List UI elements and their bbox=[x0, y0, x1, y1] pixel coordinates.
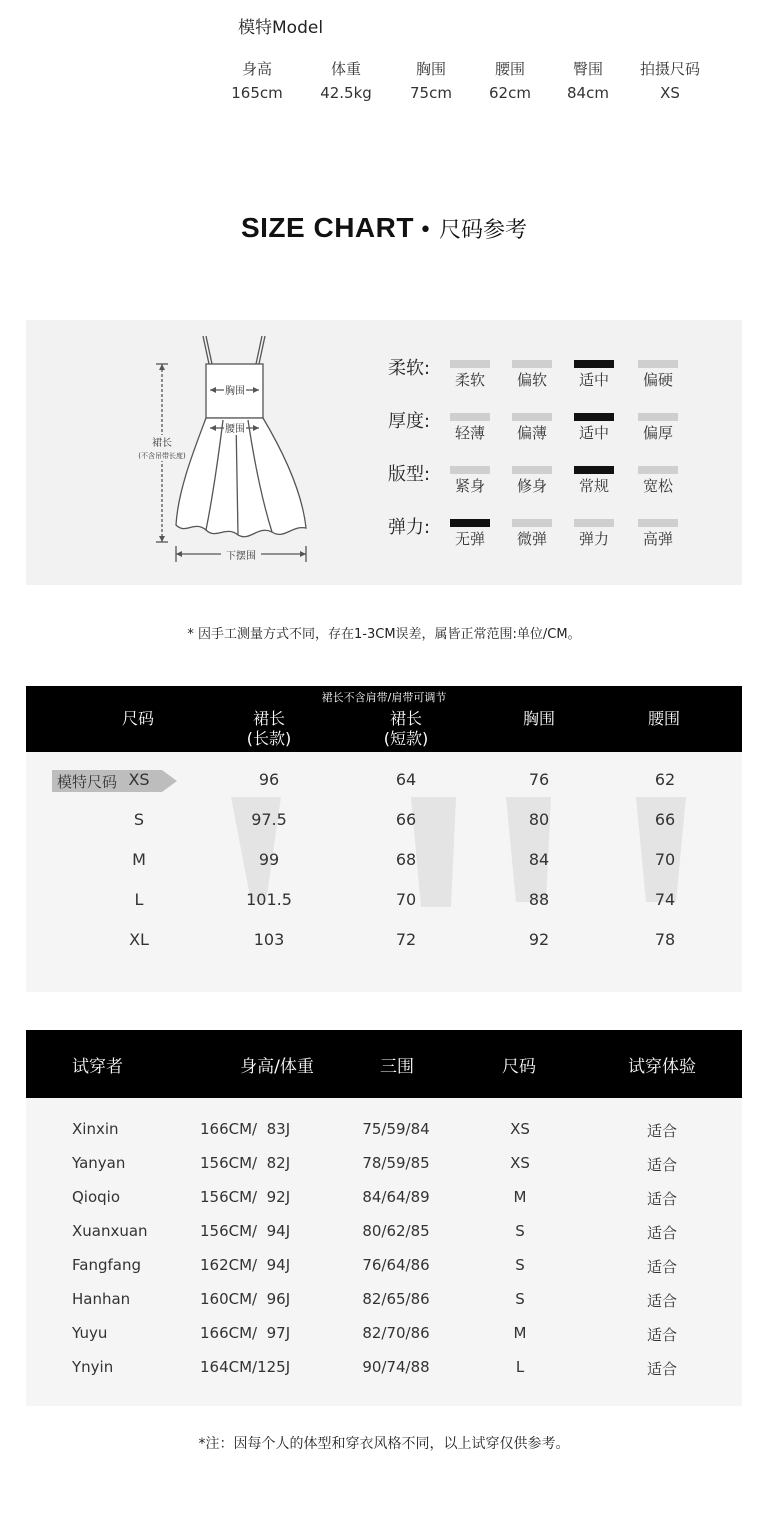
size-cell: 62 bbox=[654, 770, 676, 789]
size-chart-title-en: SIZE CHART bbox=[240, 212, 414, 243]
size-cell: 88 bbox=[528, 890, 550, 909]
measurement-note: * 因手工测量方式不同，存在1-3CM误差，属皆正常范围:单位/CM。 bbox=[187, 627, 581, 642]
model-stat-value: 42.5kg bbox=[320, 84, 372, 102]
model-stat bbox=[212, 57, 302, 105]
model-stat-label: 臀围 bbox=[572, 60, 603, 78]
size-cell: 92 bbox=[528, 930, 550, 949]
fabric-option-label: 轻薄 bbox=[454, 424, 485, 442]
tryon-cell: S bbox=[515, 1290, 525, 1308]
tryon-cell: M bbox=[513, 1324, 527, 1342]
model-stat-label: 拍摄尺码 bbox=[639, 60, 700, 78]
fabric-option-label: 偏硬 bbox=[642, 371, 673, 389]
tryon-cell: Hanhan bbox=[72, 1290, 131, 1308]
tryon-header-cell: 身高/体重 bbox=[240, 1057, 314, 1077]
fabric-option-bar bbox=[638, 360, 678, 368]
fabric-option-label: 适中 bbox=[578, 371, 609, 389]
tryon-cell: 166CM/ 97J bbox=[200, 1324, 291, 1342]
fabric-option bbox=[512, 413, 552, 443]
tryon-table-body bbox=[26, 1098, 742, 1406]
size-cell: 76 bbox=[528, 770, 550, 789]
fabric-option-bar bbox=[512, 413, 552, 421]
fabric-option-label: 微弹 bbox=[516, 530, 547, 548]
diagram-length-note: (不含吊带长度) bbox=[138, 452, 186, 460]
fabric-option bbox=[450, 360, 490, 390]
size-header-cell: 裙长 (短款) bbox=[383, 709, 429, 748]
size-cell: 96 bbox=[258, 770, 280, 789]
tryon-cell: 适合 bbox=[646, 1122, 677, 1140]
tryon-cell: 84/64/89 bbox=[362, 1188, 430, 1206]
fabric-option-label: 柔软 bbox=[454, 371, 485, 389]
fabric-option bbox=[512, 466, 552, 496]
tryon-cell: 82/70/86 bbox=[362, 1324, 430, 1342]
size-cell: 74 bbox=[654, 890, 676, 909]
tryon-cell: 156CM/ 92J bbox=[200, 1188, 291, 1206]
tryon-cell: S bbox=[515, 1222, 525, 1240]
size-table-header bbox=[26, 686, 742, 752]
tryon-cell: 166CM/ 83J bbox=[200, 1120, 291, 1138]
fabric-option-bar bbox=[450, 360, 490, 368]
size-chart-title-cn: • 尺码参考 bbox=[419, 218, 528, 243]
tryon-cell: XS bbox=[510, 1120, 530, 1138]
fabric-option bbox=[638, 466, 678, 496]
fabric-option-label: 偏薄 bbox=[516, 424, 547, 442]
fabric-option-bar bbox=[450, 466, 490, 474]
fabric-option-bar bbox=[512, 519, 552, 527]
size-cell: 70 bbox=[395, 890, 417, 909]
fabric-option bbox=[512, 519, 552, 549]
tryon-cell: 78/59/85 bbox=[362, 1154, 430, 1172]
fabric-option bbox=[574, 413, 614, 443]
size-cell: 70 bbox=[654, 850, 676, 869]
model-stat-value: 84cm bbox=[567, 84, 609, 102]
model-size-flag-label: 模特尺码 bbox=[57, 773, 118, 791]
fabric-option-bar bbox=[574, 466, 614, 474]
tryon-header-cell: 试穿体验 bbox=[628, 1057, 696, 1077]
fabric-option-label: 高弹 bbox=[642, 530, 673, 548]
fabric-option bbox=[512, 360, 552, 390]
model-stat bbox=[543, 57, 633, 105]
model-stat bbox=[465, 57, 555, 105]
tryon-cell: M bbox=[513, 1188, 527, 1206]
fabric-label: 弹力: bbox=[388, 517, 431, 538]
tryon-cell: 162CM/ 94J bbox=[200, 1256, 291, 1274]
tryon-cell: S bbox=[515, 1256, 525, 1274]
model-title: 模特Model bbox=[238, 18, 324, 38]
tryon-cell: 164CM/125J bbox=[200, 1358, 291, 1376]
size-header-cell: 腰围 bbox=[647, 709, 680, 728]
size-cell: 97.5 bbox=[251, 810, 287, 829]
tryon-cell: 适合 bbox=[646, 1326, 677, 1344]
tryon-cell: XS bbox=[510, 1154, 530, 1172]
tryon-cell: 75/59/84 bbox=[362, 1120, 430, 1138]
fabric-option-label: 弹力 bbox=[578, 530, 609, 548]
size-cell: XS bbox=[128, 770, 150, 789]
size-cell: 84 bbox=[528, 850, 550, 869]
tryon-cell: Ynyin bbox=[72, 1358, 114, 1376]
model-stat-value: XS bbox=[660, 84, 680, 102]
tryon-header-cell: 试穿者 bbox=[72, 1057, 123, 1077]
fabric-label: 柔软: bbox=[388, 358, 431, 379]
fabric-option-label: 偏软 bbox=[516, 371, 547, 389]
model-stat-value: 62cm bbox=[489, 84, 531, 102]
tryon-cell: Yanyan bbox=[72, 1154, 126, 1172]
tryon-cell: 适合 bbox=[646, 1156, 677, 1174]
size-cell: 78 bbox=[654, 930, 676, 949]
size-chart-heading bbox=[0, 212, 768, 244]
fabric-option-bar bbox=[574, 413, 614, 421]
diagram-hem-label: 下摆围 bbox=[226, 551, 256, 562]
fabric-option-bar bbox=[574, 360, 614, 368]
model-stat-label: 身高 bbox=[241, 60, 272, 78]
fabric-option-label: 宽松 bbox=[642, 477, 673, 495]
diagram-waist-label: 腰围 bbox=[225, 424, 245, 435]
fabric-option bbox=[450, 413, 490, 443]
tryon-header-cell: 尺码 bbox=[502, 1057, 536, 1077]
size-cell: M bbox=[132, 850, 146, 869]
size-cell: 103 bbox=[253, 930, 285, 949]
size-cell: 68 bbox=[395, 850, 417, 869]
size-cell: 64 bbox=[395, 770, 417, 789]
diagram-length-label: 裙长 bbox=[152, 438, 172, 449]
fabric-option bbox=[638, 360, 678, 390]
model-stat-label: 腰围 bbox=[494, 60, 525, 78]
size-header-cell: 胸围 bbox=[522, 709, 555, 728]
tryon-cell: Fangfang bbox=[72, 1256, 141, 1274]
size-cell: 66 bbox=[654, 810, 676, 829]
tryon-cell: 160CM/ 96J bbox=[200, 1290, 291, 1308]
fabric-option bbox=[450, 466, 490, 496]
size-cell: 80 bbox=[528, 810, 550, 829]
model-stat-label: 体重 bbox=[330, 60, 361, 78]
size-cell: S bbox=[133, 810, 145, 829]
dress-diagram bbox=[26, 320, 356, 585]
fabric-option-label: 修身 bbox=[516, 477, 547, 495]
size-cell: L bbox=[134, 890, 144, 909]
tryon-cell: 适合 bbox=[646, 1360, 677, 1378]
tryon-cell: 76/64/86 bbox=[362, 1256, 430, 1274]
fabric-option-label: 紧身 bbox=[454, 477, 485, 495]
tryon-cell: Yuyu bbox=[72, 1324, 108, 1342]
model-stat-value: 165cm bbox=[231, 84, 283, 102]
size-header-cell: 裙长 (长款) bbox=[246, 709, 292, 748]
tryon-cell: 适合 bbox=[646, 1224, 677, 1242]
tryon-cell: 适合 bbox=[646, 1190, 677, 1208]
model-stat-value: 75cm bbox=[410, 84, 452, 102]
fabric-option-label: 无弹 bbox=[454, 530, 485, 548]
tryon-cell: 90/74/88 bbox=[362, 1358, 430, 1376]
fabric-option-bar bbox=[574, 519, 614, 527]
tryon-cell: L bbox=[515, 1358, 525, 1376]
diagram-chest-label: 胸围 bbox=[225, 386, 245, 397]
fabric-option bbox=[638, 413, 678, 443]
tryon-header-cell: 三围 bbox=[380, 1057, 414, 1077]
fabric-option bbox=[638, 519, 678, 549]
model-stat bbox=[386, 57, 476, 105]
size-cell: 101.5 bbox=[246, 890, 292, 909]
fabric-option-bar bbox=[638, 466, 678, 474]
fabric-option-bar bbox=[638, 519, 678, 527]
tryon-cell: Xuanxuan bbox=[72, 1222, 148, 1240]
fabric-label: 厚度: bbox=[388, 411, 431, 432]
tryon-cell: 156CM/ 94J bbox=[200, 1222, 291, 1240]
fabric-option bbox=[574, 466, 614, 496]
model-stat-label: 胸围 bbox=[415, 60, 446, 78]
fabric-option-bar bbox=[512, 466, 552, 474]
tryon-table-header bbox=[26, 1030, 742, 1098]
fabric-label: 版型: bbox=[388, 464, 431, 485]
tryon-cell: 适合 bbox=[646, 1258, 677, 1276]
fabric-option-bar bbox=[638, 413, 678, 421]
tryon-cell: Qioqio bbox=[72, 1188, 121, 1206]
fabric-option bbox=[450, 519, 490, 549]
fabric-option-label: 适中 bbox=[578, 424, 609, 442]
tryon-cell: Xinxin bbox=[72, 1120, 119, 1138]
tryon-cell: 适合 bbox=[646, 1292, 677, 1310]
fabric-option-bar bbox=[450, 519, 490, 527]
fabric-option-label: 常规 bbox=[578, 477, 609, 495]
size-table-subtitle: 裙长不含肩带/肩带可调节 bbox=[321, 691, 447, 704]
fabric-option bbox=[574, 519, 614, 549]
tryon-cell: 156CM/ 82J bbox=[200, 1154, 291, 1172]
model-stat bbox=[625, 57, 715, 105]
size-cell: 66 bbox=[395, 810, 417, 829]
size-cell: 72 bbox=[395, 930, 417, 949]
fabric-panel bbox=[26, 320, 742, 585]
tryon-cell: 80/62/85 bbox=[362, 1222, 430, 1240]
size-cell: 99 bbox=[258, 850, 280, 869]
size-cell: XL bbox=[129, 930, 149, 949]
model-stat bbox=[301, 57, 391, 105]
size-header-cell: 尺码 bbox=[121, 709, 154, 728]
tryon-cell: 82/65/86 bbox=[362, 1290, 430, 1308]
fabric-option-label: 偏厚 bbox=[642, 424, 673, 442]
tryon-note: *注：因每个人的体型和穿衣风格不同，以上试穿仅供参考。 bbox=[198, 1436, 570, 1452]
fabric-option bbox=[574, 360, 614, 390]
fabric-option-bar bbox=[512, 360, 552, 368]
fabric-option-bar bbox=[450, 413, 490, 421]
